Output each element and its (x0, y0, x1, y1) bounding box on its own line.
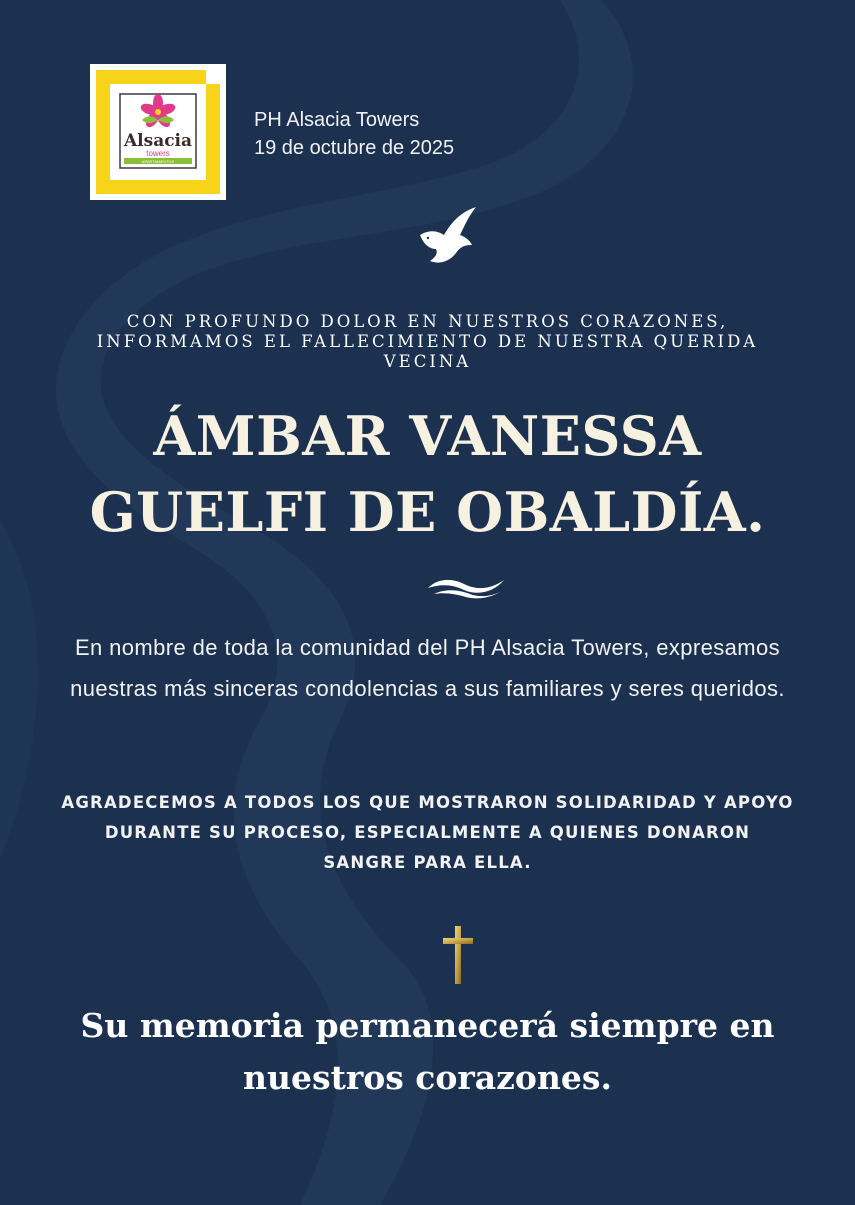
flourish-icon (424, 570, 508, 600)
deceased-name (0, 398, 855, 550)
deceased-name-line1: ÁMBAR VANESSA (153, 404, 702, 468)
cross-icon (440, 924, 476, 986)
dove-icon (414, 205, 484, 267)
alsacia-logo (90, 64, 226, 200)
logo-graphic (90, 64, 226, 200)
logo-brand: Alsacia (123, 131, 193, 151)
deceased-name-line2: GUELFI DE OBALDÍA. (89, 480, 766, 544)
notice-date: 19 de octubre de 2025 (254, 137, 455, 159)
thanks-message: AGRADECEMOS A TODOS LOS QUE MOSTRARON SOLIDARIDAD Y APOYO DURANTE SU PROCESO, ESPECIALMENTE A QUIENES DONARON SANGRE PARA ELLA. (61, 793, 794, 872)
header (254, 106, 454, 162)
intro-announcement: CON PROFUNDO DOLOR EN NUESTROS CORAZONES, INFORMAMOS EL FALLECIMIENTO DE NUESTRA QUERIDA VECINA (96, 312, 759, 371)
building-name: PH Alsacia Towers (254, 109, 420, 131)
logo-sub: towers (146, 149, 170, 158)
logo-tag: APARTAMENTOS (141, 159, 175, 164)
closing-message: Su memoria permanecerá siempre en nuestros corazones. (80, 1006, 775, 1097)
condolence-message: En nombre de toda la comunidad del PH Alsacia Towers, expresamos nuestras más sinceras condolencias a sus familiares y seres queridos. (70, 635, 785, 701)
